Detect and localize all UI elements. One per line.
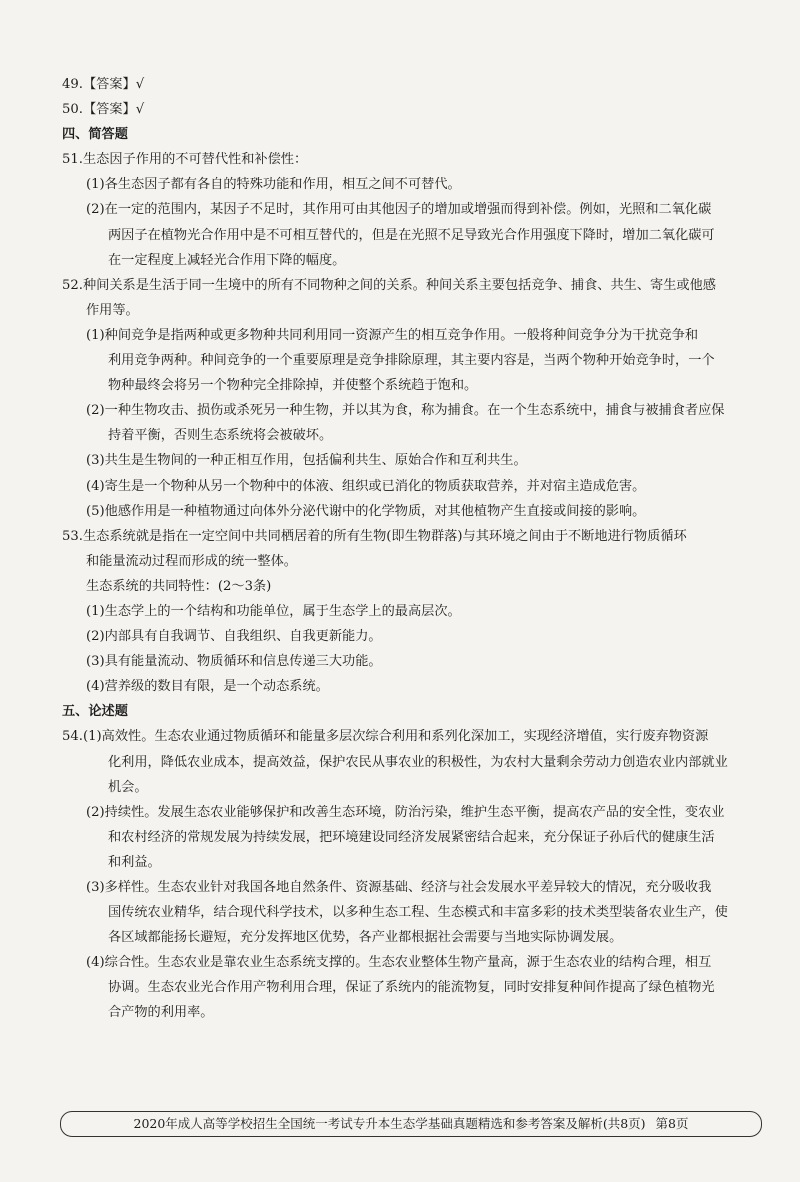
question-line: 53.生态系统就是指在一定空间中共同栖居着的所有生物(即生物群落)与其环境之间由于不断地进行物质循环 — [62, 528, 687, 544]
answer-content — [62, 72, 762, 1026]
answer-line: (2)一种生物攻击、损伤或杀死另一种生物，并以其为食，称为捕食。在一个生态系统中，捕食与被捕食者应保 — [86, 403, 725, 419]
answer-line: (4)营养级的数目有限，是一个动态系统。 — [86, 679, 329, 695]
answer-line: 50.【答案】√ — [62, 102, 145, 118]
question-line: 52.种间关系是生活于同一生境中的所有不同物种之间的关系。种间关系主要包括竞争、捕食、共生、寄生或他感 — [62, 277, 716, 293]
page-footer — [60, 1111, 762, 1137]
answer-line: (3)共生是生物间的一种正相互作用，包括偏利共生、原始合作和互利共生。 — [86, 453, 527, 469]
answer-line: 利用竞争两种。种间竞争的一个重要原理是竞争排除原理，其主要内容是，当两个物种开始竞争时，一个 — [108, 353, 715, 369]
question-line: 54.(1)高效性。生态农业通过物质循环和能量多层次综合利用和系列化深加工，实现经济增值，实行废弃物资源 — [62, 729, 709, 745]
answer-line: (4)寄生是一个物种从另一个物种中的体液、组织或已消化的物质获取营养，并对宿主造成危害。 — [86, 478, 646, 494]
answer-line: 国传统农业精华，结合现代科学技术，以多种生态工程、生态模式和丰富多彩的技术类型装备农业生产，使 — [108, 905, 728, 921]
answer-line: 生态系统的共同特性：(2～3条) — [86, 578, 272, 594]
answer-line: 和能量流动过程而形成的统一整体。 — [86, 553, 297, 569]
answer-line: 作用等。 — [86, 302, 139, 318]
answer-line: 持着平衡，否则生态系统将会被破坏。 — [108, 428, 333, 444]
answer-line: 化利用，降低农业成本，提高效益，保护农民从事农业的积极性，为农村大量剩余劳动力创造农业内部就业 — [108, 754, 728, 770]
answer-line: (1)种间竞争是指两种或更多物种共同利用同一资源产生的相互竞争作用。一般将种间竞争分为干扰竞争和 — [86, 327, 699, 343]
answer-line: 49.【答案】√ — [62, 77, 145, 92]
answer-line: 协调。生态农业光合作用产物利用合理，保证了系统内的能流物复，同时安排复种间作提高了绿色植物光 — [108, 980, 715, 996]
section-heading: 四、简答题 — [62, 127, 128, 143]
section-heading: 五、论述题 — [62, 704, 128, 720]
answer-line: (3)具有能量流动、物质循环和信息传递三大功能。 — [86, 654, 382, 670]
answer-line: 和利益。 — [108, 854, 161, 870]
answer-line: (3)多样性。生态农业针对我国各地自然条件、资源基础、经济与社会发展水平差异较大的情况，充分吸收我 — [86, 880, 712, 895]
page-number: 第8页 — [655, 1116, 689, 1131]
answer-line: (1)生态学上的一个结构和功能单位，属于生态学上的最高层次。 — [86, 603, 461, 619]
answer-line: 合产物的利用率。 — [108, 1005, 214, 1021]
answer-line: 两因子在植物光合作用中是不可相互替代的，但是在光照不足导致光合作用强度下降时，增加二氧化碳可 — [108, 227, 715, 243]
answer-line: (2)在一定的范围内，某因子不足时，其作用可由其他因子的增加或增强而得到补偿。例如，光照和二氧化碳 — [86, 202, 712, 218]
answer-line: (5)他感作用是一种植物通过向体外分泌代谢中的化学物质，对其他植物产生直接或间接的影响。 — [86, 503, 646, 519]
answer-line: (2)内部具有自我调节、自我组织、自我更新能力。 — [86, 629, 382, 645]
answer-line: (2)持续性。发展生态农业能够保护和改善生态环境，防治污染，维护生态平衡，提高农产品的安全性，变农业 — [86, 804, 725, 820]
answer-line: (4)综合性。生态农业是靠农业生态系统支撑的。生态农业整体生物产量高，源于生态农业的结构合理，相互 — [86, 955, 712, 971]
answer-line: (1)各生态因子都有各自的特殊功能和作用，相互之间不可替代。 — [86, 177, 461, 193]
footer-title: 2020年成人高等学校招生全国统一考试专升本生态学基础真题精选和参考答案及解析(共8页) — [133, 1116, 646, 1131]
answer-line: 机会。 — [108, 779, 148, 795]
question-line: 51.生态因子作用的不可替代性和补偿性： — [62, 152, 308, 168]
answer-line: 在一定程度上减轻光合作用下降的幅度。 — [108, 252, 346, 268]
answer-line: 物种最终会将另一个物种完全排除掉，并使整个系统趋于饱和。 — [108, 378, 478, 394]
answer-line: 各区域都能扬长避短，充分发挥地区优势，各产业都根据社会需要与当地实际协调发展。 — [108, 930, 623, 946]
answer-line: 和农村经济的常规发展为持续发展，把环境建设同经济发展紧密结合起来，充分保证子孙后代的健康生活 — [108, 829, 715, 845]
